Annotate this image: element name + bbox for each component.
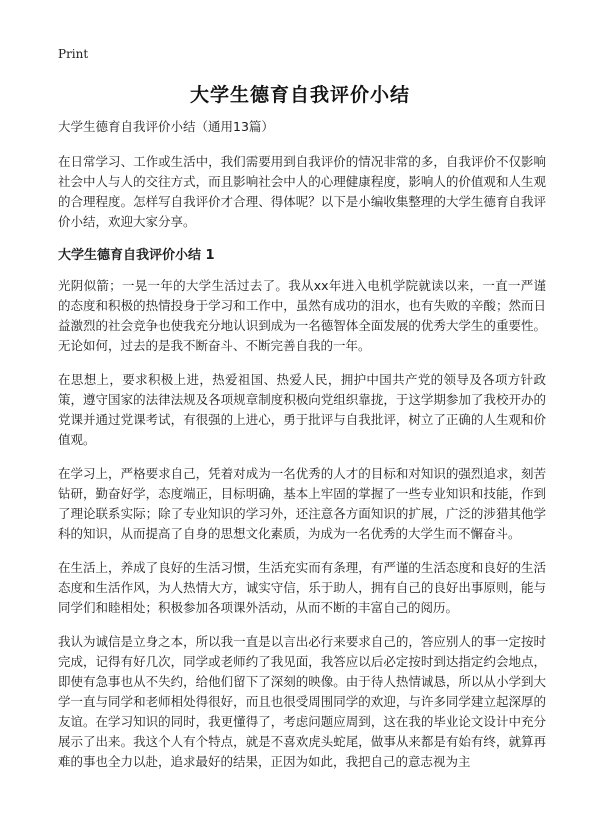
body-paragraph: 光阴似箭；一晃一年的大学生活过去了。我从xx年进入电机学院就读以来，一直一严谨的态度和积极的热情投身于学习和工作中，虽然有成功的泪水，也有失败的辛酸；然而日益激烈的社会竞争也使我充分地认识到成为一名德智体全面发展的优秀大学生的重要性。无论如何，过去的是我不断奋斗、不断完善自我的一年。 xyxy=(58,278,546,353)
body-paragraph: 在学习上，严格要求自己，凭着对成为一名优秀的人才的目标和对知识的强烈追求，刻苦钻研，勤奋好学，态度端正，目标明确，基本上牢固的掌握了一些专业知识和技能，作到了理论联系实际；除了专业知识的学习外，还注意各方面知识的扩展，广泛的涉猎其他学科的知识，从而提高了自身的思想文化素质，为成为一名优秀的大学生而不懈奋斗。 xyxy=(58,466,546,541)
body-paragraph: 在生活上，养成了良好的生活习惯，生活充实而有条理，有严谨的生活态度和良好的生活态度和生活作风，为人热情大方，诚实守信，乐于助人，拥有自己的良好出事原则，能与同学们和睦相处；积极参加各项课外活动，从而不断的丰富自己的阅历。 xyxy=(58,560,546,615)
intro-paragraph: 在日常学习、工作或生活中，我们需要用到自我评价的情况非常的多，自我评价不仅影响社会中人与人的交往方式，而且影响社会中人的心理健康程度，影响人的价值观和人生观的合理程度。怎样写自我评价才合理、得体呢？以下是小编收集整理的大学生德育自我评价小结，欢迎大家分享。 xyxy=(58,154,546,229)
body-paragraph: 我认为诚信是立身之本，所以我一直是以言出必行来要求自己的，答应别人的事一定按时完成，记得有好几次，同学或老师约了我见面，我答应以后必定按时到达指定约会地点，即使有急事也从不失约，给他们留下了深刻的映像。由于待人热情诚恳，所以从小学到大学一直与同学和老师相处得很好，而且也很受周围同学的欢迎，与许多同学建立起深厚的友谊。在学习知识的同时，我更懂得了，考虑问题应周到，这在我的毕业论文设计中充分展示了出来。我这个人有个特点，就是不喜欢虎头蛇尾，做事从来都是有始有终，就算再难的事也全力以赴，追求最好的结果，正因为如此，我把自己的意志视为主 xyxy=(58,634,546,769)
print-label: Print xyxy=(58,47,89,61)
document-body xyxy=(58,118,546,786)
body-paragraph: 在思想上，要求积极上进，热爱祖国、热爱人民，拥护中国共产党的领导及各项方针政策，遵守国家的法律法规及各项规章制度积极向党组织靠拢，于这学期参加了我校开办的党课并通过党课考试，有很强的上进心，勇于批评与自我批评，树立了正确的人生观和价值观。 xyxy=(58,372,546,447)
section-heading: 大学生德育自我评价小结 1 xyxy=(58,248,215,263)
document-subtitle: 大学生德育自我评价小结（通用13篇） xyxy=(58,119,274,134)
document-title: 大学生德育自我评价小结 xyxy=(189,84,410,106)
